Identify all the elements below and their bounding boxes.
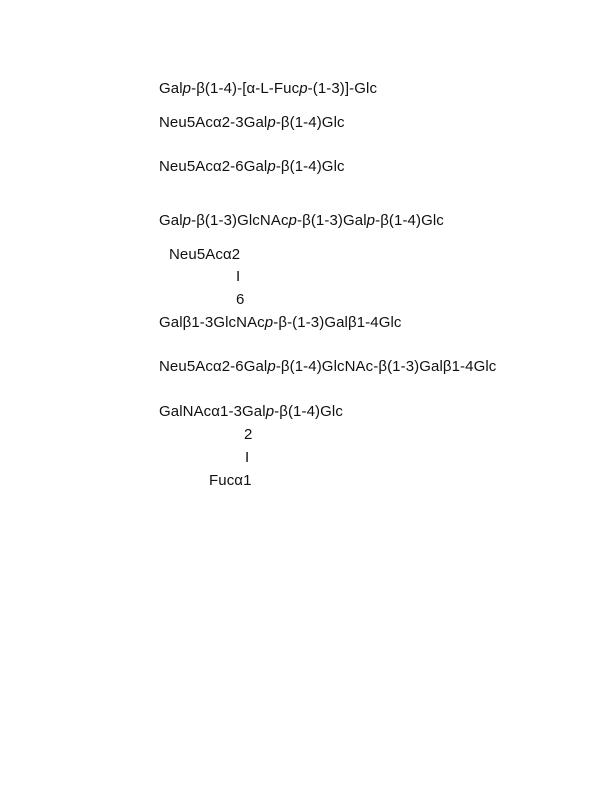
structure-text-segment: -(1-3)]-Glc (307, 80, 378, 97)
branch-position-2 (244, 426, 252, 444)
structure-text-segment: -β(1-4)Glc (274, 403, 343, 420)
structure-text-segment: -β(1-3)Gal (297, 212, 367, 229)
branch-residue-fuc (209, 472, 252, 490)
pyranose-italic-p: p (265, 403, 275, 420)
structure-text-segment: -β(1-4)-[α-L-Fuc (191, 80, 300, 97)
structure-text-segment: -β(1-4)Glc (275, 158, 345, 175)
structure-text-segment: 6 (236, 291, 245, 308)
structure-text-segment: -β-(1-3)Galβ1-4Glc (273, 314, 402, 331)
structure-text-segment: Neu5Acα2-3Gal (159, 114, 268, 131)
structure-text-segment: Galβ1-3GlcNAc (159, 314, 265, 331)
structure-line-2 (159, 114, 345, 132)
structure-text-segment: -β(1-4)GlcNAc-β(1-3)Galβ1-4Glc (275, 358, 497, 375)
pyranose-italic-p: p (267, 114, 276, 131)
structure-line-7 (159, 403, 343, 421)
structure-text-segment: 2 (244, 426, 253, 443)
structure-line-3 (159, 158, 345, 176)
structure-text-segment: Neu5Acα2-6Gal (159, 358, 268, 375)
structure-line-4 (159, 212, 444, 230)
pyranose-italic-p: p (182, 212, 192, 229)
branch-residue-neu5ac (169, 246, 240, 264)
structure-text-segment: -β(1-3)GlcNAc (191, 212, 289, 229)
structure-text-segment: Neu5Acα2-6Gal (159, 158, 268, 175)
branch-linkage-bar-2 (245, 449, 249, 467)
structure-text-segment: -β(1-4)Glc (375, 212, 444, 229)
structure-text-segment: Fucα1 (209, 472, 252, 489)
branch-linkage-bar (236, 268, 240, 286)
structure-text-segment: Neu5Acα2 (169, 246, 241, 263)
structure-text-segment: -β(1-4)Glc (275, 114, 345, 131)
pyranose-italic-p: p (264, 314, 274, 331)
pyranose-italic-p: p (288, 212, 297, 229)
structure-line-1 (159, 80, 377, 98)
structure-text-segment: I (245, 449, 250, 466)
pyranose-italic-p: p (267, 158, 276, 175)
branch-position-6 (236, 291, 244, 309)
pyranose-italic-p: p (366, 212, 376, 229)
structure-line-5 (159, 314, 402, 332)
structure-text-segment: Gal (159, 212, 183, 229)
pyranose-italic-p: p (182, 80, 192, 97)
pyranose-italic-p: p (299, 80, 308, 97)
structure-line-6 (159, 358, 496, 376)
pyranose-italic-p: p (267, 358, 276, 375)
structure-text-segment: I (236, 268, 241, 285)
structure-text-segment: GalNAcα1-3Gal (159, 403, 266, 420)
structure-text-segment: Gal (159, 80, 183, 97)
